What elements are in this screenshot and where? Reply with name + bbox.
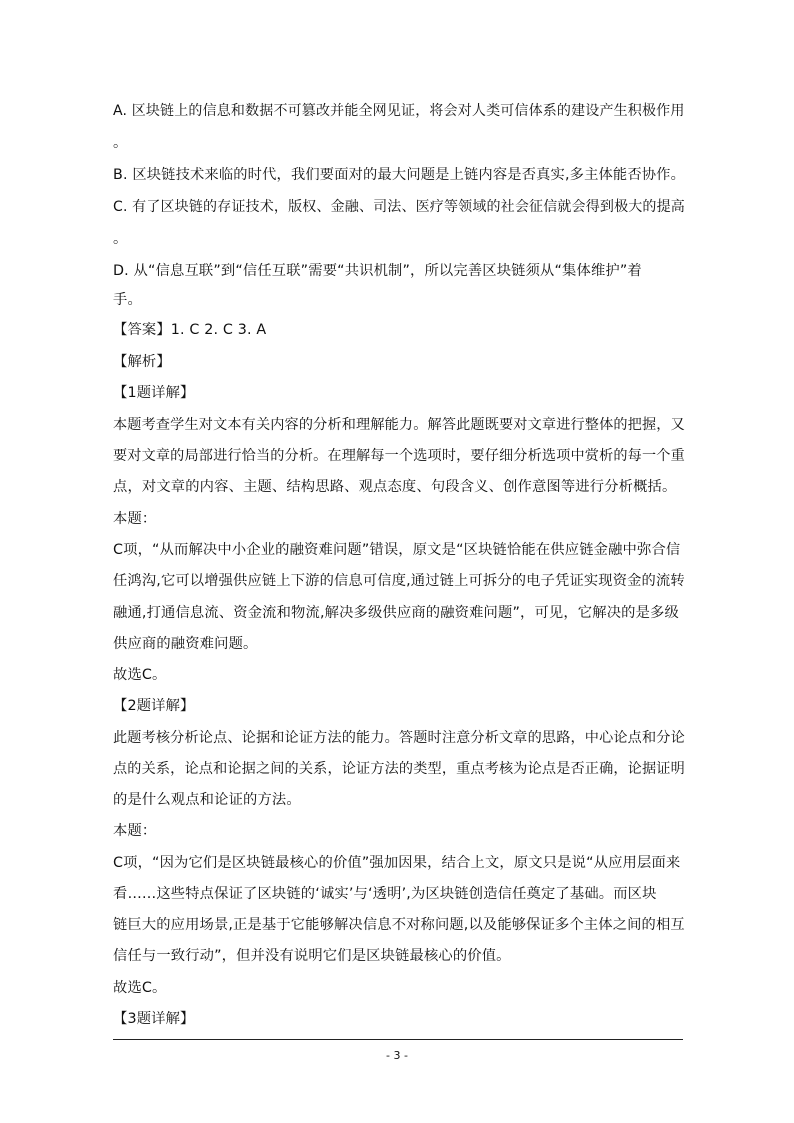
q1-paragraph-line-3: 点，对文章的内容、主题、结构思路、观点态度、句段含义、创作意图等进行分析概括。 xyxy=(113,479,677,495)
answer-line: 【答案】1. C 2. C 3. A xyxy=(113,322,267,338)
analysis-heading: 【解析】 xyxy=(113,354,171,370)
option-a-line-2: 。 xyxy=(113,135,128,151)
q1-this-question: 本题： xyxy=(113,511,157,527)
q2-paragraph-line-1: 此题考核分析论点、论据和论证方法的能力。答题时注意分析文章的思路，中心论点和分论 xyxy=(113,730,685,746)
q1-explanation-line-2: 任鸿沟,它可以增强供应链上下游的信息可信度,通过链上可拆分的电子凭证实现资金的流转 xyxy=(113,573,685,589)
q1-explanation-line-4: 供应商的融资难问题。 xyxy=(113,636,258,652)
page-number: - 3 - xyxy=(386,1049,408,1062)
q2-explanation-line-4: 信任与一致行动”，但并没有说明它们是区块链最核心的价值。 xyxy=(113,948,511,964)
q2-explanation-line-1: C项，“因为它们是区块链最核心的价值”强加因果，结合上文，原文只是说“从应用层面来 xyxy=(113,855,681,871)
q2-choice: 故选C。 xyxy=(113,980,167,996)
q2-explanation-line-2: 看……这些特点保证了区块链的‘诚实’与‘透明’,为区块链创造信任奠定了基础。而区块 xyxy=(113,886,657,902)
option-c-line-2: 。 xyxy=(113,231,128,247)
option-b-line: B. 区块链技术来临的时代，我们要面对的最大问题是上链内容是否真实,多主体能否协作。 xyxy=(113,167,686,183)
option-c-line-1: C. 有了区块链的存证技术，版权、金融、司法、医疗等领域的社会征信就会得到极大的提高 xyxy=(113,199,685,215)
q2-explanation-line-3: 链巨大的应用场景,正是基于它能够解决信息不对称问题,以及能够保证多个主体之间的相互 xyxy=(113,917,685,933)
footer-divider xyxy=(113,1039,683,1040)
q2-paragraph-line-3: 的是什么观点和论证的方法。 xyxy=(113,792,301,808)
q2-paragraph-line-2: 点的关系，论点和论据之间的关系，论证方法的类型，重点考核为论点是否正确，论据证明 xyxy=(113,761,685,777)
option-d-line-1: D. 从“信息互联”到“信任互联”需要“共识机制”，所以完善区块链须从“集体维护”着 xyxy=(113,263,642,279)
q1-explanation-line-3: 融通,打通信息流、资金流和物流,解决多级供应商的融资难问题”，可见，它解决的是多级 xyxy=(113,605,679,621)
q1-explanation-line-1: C项，“从而解决中小企业的融资难问题”错误，原文是“区块链恰能在供应链金融中弥合信 xyxy=(113,542,681,558)
option-a-line-1: A. 区块链上的信息和数据不可篡改并能全网见证，将会对人类可信体系的建设产生积极作用 xyxy=(113,103,685,119)
q2-this-question: 本题： xyxy=(113,823,157,839)
q1-heading: 【1题详解】 xyxy=(113,385,195,401)
q3-heading: 【3题详解】 xyxy=(113,1011,195,1027)
q2-heading: 【2题详解】 xyxy=(113,698,195,714)
q1-paragraph-line-2: 要对文章的局部进行恰当的分析。在理解每一个选项时，要仔细分析选项中赏析的每一个重 xyxy=(113,448,685,464)
q1-paragraph-line-1: 本题考查学生对文本有关内容的分析和理解能力。解答此题既要对文章进行整体的把握，又 xyxy=(113,417,685,433)
option-d-line-2: 手。 xyxy=(113,292,142,308)
q1-choice: 故选C。 xyxy=(113,667,167,683)
